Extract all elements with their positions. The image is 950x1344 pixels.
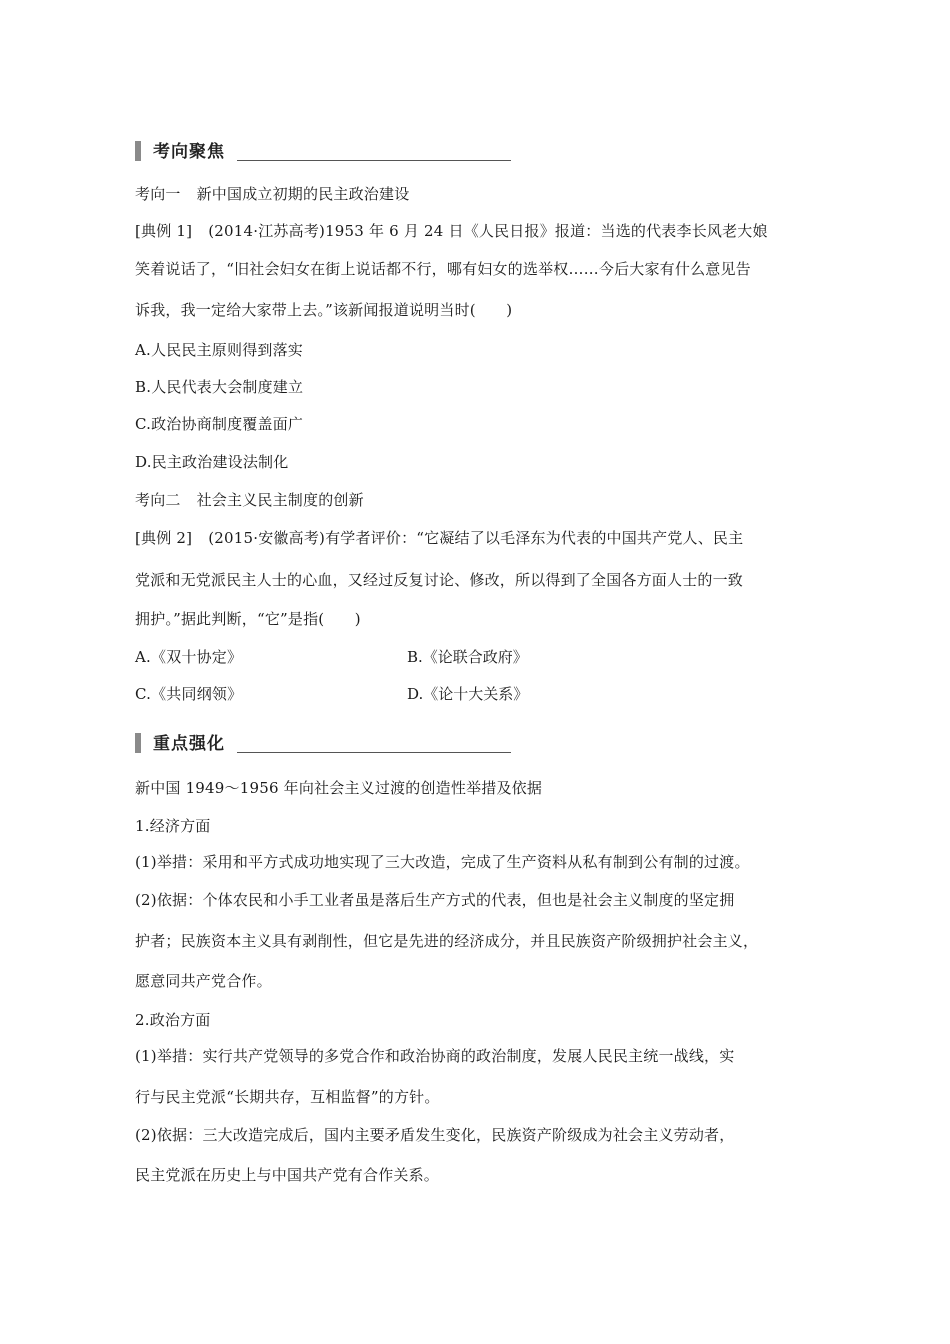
politics-basis-line-2: 民主党派在历史上与中国共产党有合作关系。 [135, 1166, 440, 1184]
example-1-option-c: C.政治协商制度覆盖面广 [135, 415, 304, 433]
economy-basis-line-1: (2)依据：个体农民和小手工业者虽是落后生产方式的代表，但也是社会主义制度的坚定拥 [135, 891, 735, 909]
example-1-line-1 [135, 221, 768, 241]
example-1-line-2: 笑着说话了，“旧社会妇女在街上说话都不行，哪有妇女的选举权……今后大家有什么意见告 [135, 260, 751, 278]
example-2-option-a: A.《双十协定》 [135, 648, 243, 666]
example-tag: [典例 1] [135, 222, 193, 240]
topic-title: 新中国成立初期的民主政治建设 [196, 185, 410, 203]
politics-measure-line-1: (1)举措：实行共产党领导的多党合作和政治协商的政治制度，发展人民民主统一战线，实 [135, 1047, 735, 1065]
section-header-zhongdian [135, 731, 511, 755]
example-2-option-b: B.《论联合政府》 [407, 648, 528, 666]
politics-heading: 2.政治方面 [135, 1011, 211, 1029]
economy-heading: 1.经济方面 [135, 817, 211, 835]
topic-heading-2 [135, 490, 364, 510]
example-text: (2014·江苏高考)1953 年 6 月 24 日《人民日报》报道：当选的代表李长风老大娘 [208, 222, 768, 240]
section-rule [237, 160, 511, 161]
politics-basis-line-1: (2)依据：三大改造完成后，国内主要矛盾发生变化，民族资产阶级成为社会主义劳动者， [135, 1126, 735, 1144]
topic-title: 社会主义民主制度的创新 [196, 491, 364, 509]
focus-intro: 新中国 1949～1956 年向社会主义过渡的创造性举措及依据 [135, 779, 543, 797]
example-1-line-3: 诉我，我一定给大家带上去。”该新闻报道说明当时( ) [135, 301, 513, 319]
economy-measure: (1)举措：采用和平方式成功地实现了三大改造，完成了生产资料从私有制到公有制的过渡。 [135, 853, 750, 871]
example-2-line-2: 党派和无党派民主人士的心血，又经过反复讨论、修改，所以得到了全国各方面人士的一致 [135, 571, 744, 589]
example-text: (2015·安徽高考)有学者评价：“它凝结了以毛泽东为代表的中国共产党人、民主 [208, 529, 744, 547]
example-1-option-d: D.民主政治建设法制化 [135, 453, 289, 471]
example-2-option-d: D.《论十大关系》 [407, 685, 529, 703]
topic-label: 考向二 [135, 491, 181, 509]
example-1-option-b: B.人民代表大会制度建立 [135, 378, 304, 396]
topic-heading-1 [135, 184, 409, 204]
economy-basis-line-2: 护者；民族资本主义具有剥削性，但它是先进的经济成分，并且民族资产阶级拥护社会主义， [135, 932, 759, 950]
example-2-option-c: C.《共同纲领》 [135, 685, 243, 703]
section-title: 考向聚焦 [153, 142, 225, 162]
example-2-line-1 [135, 528, 743, 548]
example-2-line-3: 拥护。”据此判断，“它”是指( ) [135, 610, 361, 628]
section-rule [237, 752, 511, 753]
example-1-option-a: A.人民民主原则得到落实 [135, 341, 304, 359]
section-header-kaoxiang [135, 139, 511, 163]
example-tag: [典例 2] [135, 529, 193, 547]
section-title: 重点强化 [153, 734, 225, 754]
economy-basis-line-3: 愿意同共产党合作。 [135, 972, 272, 990]
section-bar-marker [135, 141, 141, 161]
section-bar-marker [135, 733, 141, 753]
politics-measure-line-2: 行与民主党派“长期共存，互相监督”的方针。 [135, 1088, 440, 1106]
topic-label: 考向一 [135, 185, 181, 203]
